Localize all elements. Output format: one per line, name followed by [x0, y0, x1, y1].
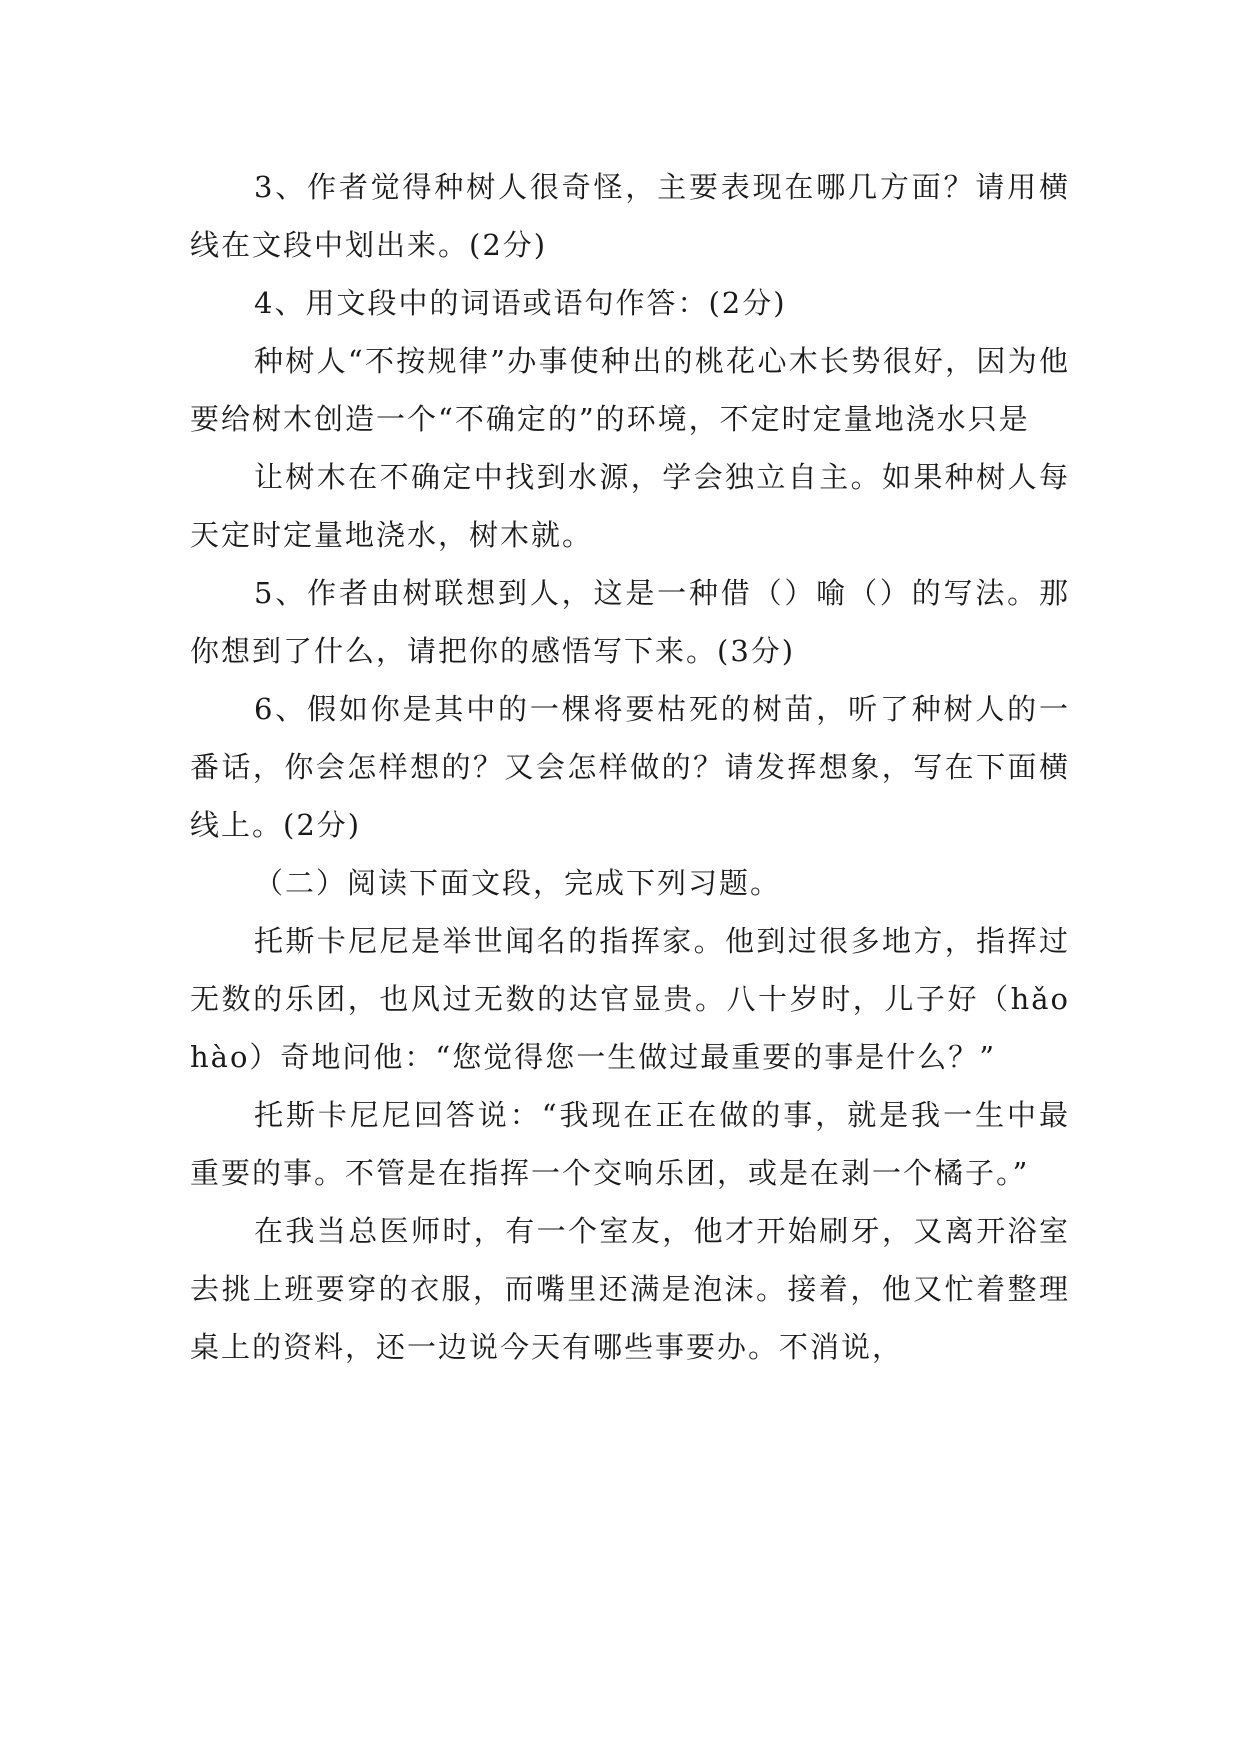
- question-4-text-part-2: 让树木在不确定中找到水源，学会独立自主。如果种树人每天定时定量地浇水，树木就。: [190, 460, 1070, 552]
- question-4: 4、用文段中的词语或语句作答：(2分): [254, 286, 787, 320]
- question-6: 6、假如你是其中的一棵将要枯死的树苗，听了种树人的一番话，你会怎样想的？又会怎样做的？请发挥想象，写在下面横线上。(2分): [190, 692, 1070, 842]
- document-body: [190, 158, 1070, 1376]
- passage-paragraph-1: 托斯卡尼尼是举世闻名的指挥家。他到过很多地方，指挥过无数的乐团，也风过无数的达官显贵。八十岁时，儿子好（hǎo hào）奇地问他：“您觉得您一生做过最重要的事是什么？”: [190, 924, 1070, 1074]
- passage-paragraph-3: 在我当总医师时，有一个室友，他才开始刷牙，又离开浴室去挑上班要穿的衣服，而嘴里还满是泡沫。接着，他又忙着整理桌上的资料，还一边说今天有哪些事要办。不消说，: [190, 1214, 1070, 1364]
- question-4-text-part-1: 种树人“不按规律”办事使种出的桃花心木长势很好，因为他要给树木创造一个“不确定的”的环境，不定时定量地浇水只是: [190, 344, 1070, 436]
- section-heading: （二）阅读下面文段，完成下列习题。: [254, 866, 782, 900]
- question-5: 5、作者由树联想到人，这是一种借（）喻（）的写法。那你想到了什么，请把你的感悟写下来。(3分): [190, 576, 1070, 668]
- question-3: 3、作者觉得种树人很奇怪，主要表现在哪几方面？请用横线在文段中划出来。(2分): [190, 170, 1070, 262]
- passage-paragraph-2: 托斯卡尼尼回答说：“我现在正在做的事，就是我一生中最重要的事。不管是在指挥一个交响乐团，或是在剥一个橘子。”: [190, 1098, 1070, 1190]
